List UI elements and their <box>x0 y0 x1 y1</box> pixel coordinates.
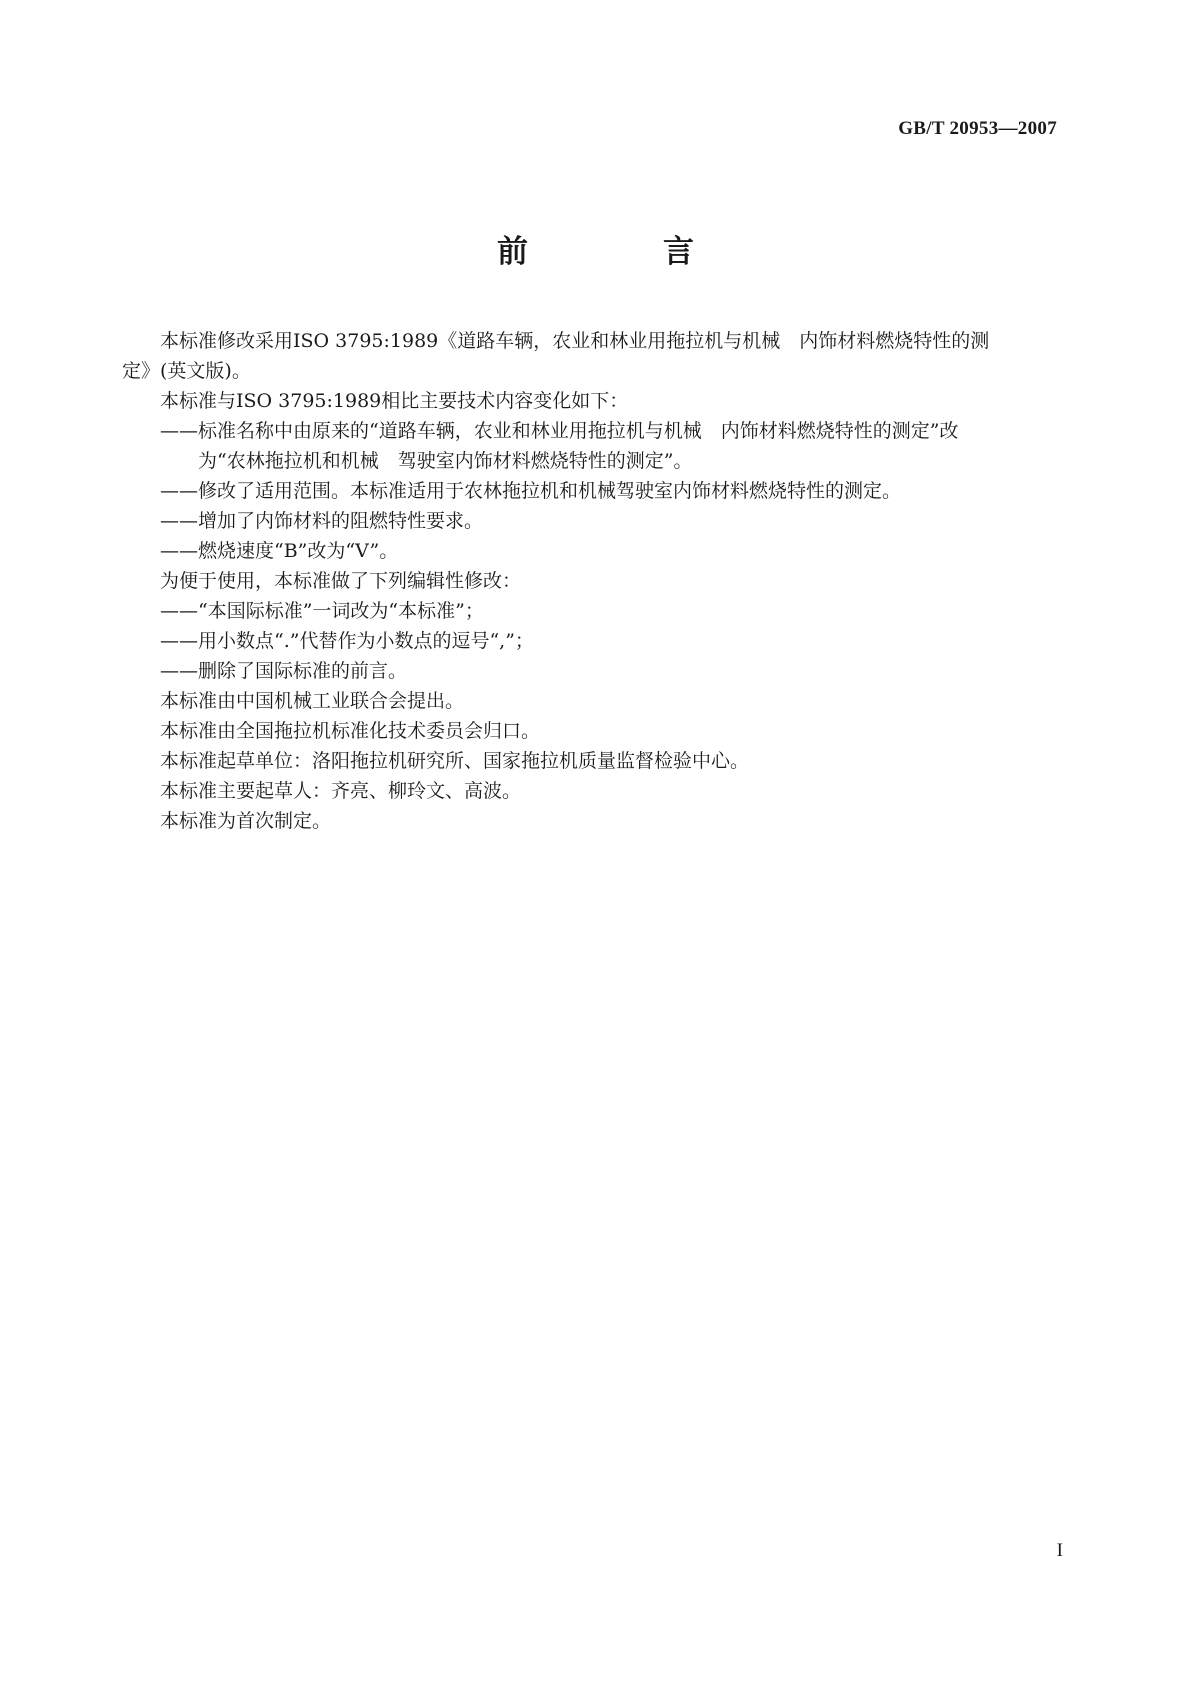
change-item-title-line2: 为“农林拖拉机和机械 驾驶室内饰材料燃烧特性的测定”。 <box>198 450 693 472</box>
editorial-item-decimal: ——用小数点“.”代替作为小数点的逗号“,”； <box>160 630 534 652</box>
first-edition-note: 本标准为首次制定。 <box>160 810 332 832</box>
page-number: I <box>1056 1540 1063 1561</box>
change-item-title-line1: ——标准名称中由原来的“道路车辆，农业和林业用拖拉机与机械 内饰材料燃烧特性的测定”改 <box>160 420 959 442</box>
main-drafters: 本标准主要起草人：齐亮、柳玲文、高波。 <box>160 780 522 802</box>
change-item-burning-rate: ——燃烧速度“B”改为“V”。 <box>160 540 399 562</box>
foreword-body <box>122 326 1072 836</box>
change-item-title <box>122 416 1072 446</box>
adoption-statement: 本标准修改采用ISO 3795:1989《道路车辆，农业和林业用拖拉机与机械 内饰材料燃烧特性的测 <box>160 330 990 352</box>
page-title: 前 言 <box>497 234 746 270</box>
drafting-organizations: 本标准起草单位：洛阳拖拉机研究所、国家拖拉机质量监督检验中心。 <box>160 750 750 772</box>
editorial-changes-intro: 为便于使用，本标准做了下列编辑性修改： <box>160 570 522 592</box>
change-item-flame-retardant: ——增加了内饰材料的阻燃特性要求。 <box>160 510 484 532</box>
proposed-by: 本标准由中国机械工业联合会提出。 <box>160 690 465 712</box>
technical-changes-intro: 本标准与ISO 3795:1989相比主要技术内容变化如下： <box>160 390 629 412</box>
under-jurisdiction-of: 本标准由全国拖拉机标准化技术委员会归口。 <box>160 720 541 742</box>
change-item-scope: ——修改了适用范围。本标准适用于农林拖拉机和机械驾驶室内饰材料燃烧特性的测定。 <box>160 480 902 502</box>
editorial-item-foreword: ——删除了国际标准的前言。 <box>160 660 408 682</box>
adoption-statement-continued: 定》(英文版)。 <box>122 360 251 382</box>
standard-code: GB/T 20953—2007 <box>898 118 1057 139</box>
editorial-item-term: ——“本国际标准”一词改为“本标准”； <box>160 600 484 622</box>
